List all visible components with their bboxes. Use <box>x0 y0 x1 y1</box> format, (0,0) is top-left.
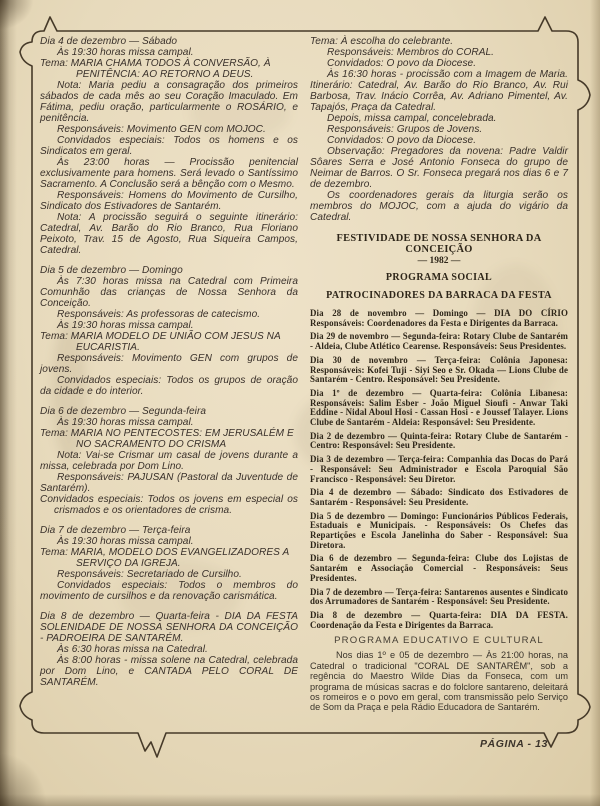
programa-educativo-section <box>310 635 568 712</box>
paragraph: Nota: Vai-se Crismar um casal de jovens durante a missa, celebrada por Dom Lino. <box>40 450 298 472</box>
paragraph: Convidados especiais: Todos os homens e os Sindicatos em geral. <box>40 135 298 157</box>
scan-edge-shadow-left <box>0 0 17 806</box>
paragraph: Dia 4 de dezembro — Sábado <box>40 36 178 47</box>
paragraph: Às 19:30 horas missa campal. <box>57 320 194 331</box>
paragraph: Convidados especiais: Todos os grupos de oração da cidade e do interior. <box>40 375 298 397</box>
schedule-entry: Dia 29 de novembro — Segunda-feira: Rotary Clube de Santarém - Aldeia, Clube Atlético Cearense. Responsáveis: Seus Presidentes. <box>310 331 568 352</box>
paragraph: Responsáveis: Movimento GEN com MOJOC. <box>57 124 266 135</box>
paragraph: Às 19:30 horas missa campal. <box>57 536 194 547</box>
paragraph: Depois, missa campal, concelebrada. <box>327 113 497 124</box>
paragraph: Observação: Pregadores da novena: Padre Valdir Sôares Serra e José Antonio Fonseca do grupo de Neimar de Barros. O Sr. Fonseca pregará nos dias 6 e 7 de dezembro. <box>310 146 568 190</box>
patrocinadores-heading: PATROCINADORES DA BARRACA DA FESTA <box>326 290 552 301</box>
schedule-entry: Dia 8 de dezembro — Quarta-feira: DIA DA FESTA. Coordenação da Festa e Dirigentes da Barraca. <box>310 609 568 630</box>
paragraph: Às 7:30 horas missa na Catedral com Primeira Comunhão das crianças de Nossa Senhora da Conceição. <box>40 276 298 309</box>
paragraph: Convidados especiais: Todos o membros do movimento de cursilhos e da renovação carismática. <box>40 580 298 602</box>
paragraph: Tema: MARIA NO PENTECOSTES: EM JERUSALÉM E NO SACRAMENTO DO CRISMA <box>40 428 294 450</box>
paragraph: Dia 8 de dezembro — Quarta-feira - DIA DA FESTA SOLENIDADE DE NOSSA SENHORA DA CONCEIÇÃO - PADROEIRA DE SANTARÉM. <box>40 611 298 644</box>
paragraph: Convidados: O povo da Diocese. <box>327 135 477 146</box>
programa-educativo-heading: PROGRAMA EDUCATIVO E CULTURAL <box>334 635 544 647</box>
paragraph: Tema: MARIA CHAMA TODOS À CONVERSÃO, À PENITÊNCIA: AO RETORNO A DEUS. <box>40 58 271 80</box>
paragraph: Às 8:00 horas - missa solene na Catedral, celebrada por Dom Lino, e CANTADA PELO CORAL DE SANTARÉM. <box>40 655 298 688</box>
paragraph: Responsáveis: Grupos de Jovens. <box>327 124 483 135</box>
schedule-entry: Dia 7 de dezembro — Terça-feira: Santarenos ausentes e Sindicato dos Arrumadores de Santarém - Responsável: Seu Presidente. <box>310 586 568 607</box>
paragraph: Dia 7 de dezembro — Terça-feira <box>40 525 191 536</box>
scan-corner-shadow-bottom-left <box>0 754 46 806</box>
paragraph: Responsáveis: Membros do CORAL. <box>327 47 495 58</box>
schedule-entry: Dia 4 de dezembro — Sábado: Sindicato dos Estivadores de Santarém - Responsável: Seu Presidente. <box>310 487 568 507</box>
paragraph: Convidados: O povo da Diocese. <box>327 58 477 69</box>
paragraph: Responsáveis: Movimento GEN com grupos de jovens. <box>40 353 298 375</box>
celebration-continuation <box>310 36 568 223</box>
paragraph: Às 16:30 horas - procissão com a Imagem de Maria. Itinerário: Catedral, Av. Barão do Rio Branco, Av. Rui Barbosa, Trav. Inácio Corrêa, Av. Adriano Pimentel, Av. Tapajós, Praça da Catedral. <box>310 69 568 113</box>
programa-social-heading: PROGRAMA SOCIAL <box>385 272 493 283</box>
sponsor-schedule <box>310 309 568 630</box>
scan-edge-shadow-right <box>590 0 600 806</box>
schedule-entry: Dia 1º de dezembro — Quarta-feira: Colônia Libanesa: Responsáveis: Salim Esber - João Miguel Sioufi - Anwar Taki Eddine - Nidal Aboul Hosi - Cassan Hosi - e Joussef Talayer. Lions Clube de Santarém - Aldeia: Responsável: Seu Presidente. <box>310 387 568 428</box>
paragraph: Responsáveis: Secretariado de Cursilho. <box>57 569 242 580</box>
paragraph: Nota: A procissão seguirá o seguinte itinerário: Catedral, Av. Barão do Rio Branco, Rua Floriano Peixoto, Trav. 15 de Agosto, Rua Siqueira Campos, Catedral. <box>40 212 298 256</box>
paragraph: Tema: MARIA MODELO DE UNIÃO COM JESUS NA EUCARISTIA. <box>40 331 281 353</box>
paragraph: Às 19:30 horas missa campal. <box>57 47 194 58</box>
paragraph: Às 19:30 horas missa campal. <box>57 417 194 428</box>
schedule-entry: Dia 6 de dezembro — Segunda-feira: Clube dos Lojistas de Santarém e Associação Comercial - Responsáveis: Seus Presidentes. <box>310 553 568 583</box>
paragraph: Responsáveis: Homens do Movimento de Cursilho, Sindicato dos Estivadores de Santarém. <box>40 190 298 212</box>
festividade-year: — 1982 — <box>417 256 461 266</box>
paragraph: Nota: Maria pediu a consagração dos primeiros sábados de cada mês ao seu Coração Imaculado. Em Fátima, pediu oração, particularmente o ROSÁRIO, e penitência. <box>40 80 298 124</box>
paragraph: Tema: À escolha do celebrante. <box>310 36 454 47</box>
paragraph: Dia 6 de dezembro — Segunda-feira <box>40 406 207 417</box>
festividade-section <box>310 233 568 630</box>
paragraph: Às 23:00 horas — Procissão penitencial exclusivamente para homens. Será levado o Santíssimo Sacramento. A Conclusão será a bênção com o Mesmo. <box>40 157 298 190</box>
left-column <box>40 36 298 713</box>
festividade-title: FESTIVIDADE DE NOSSA SENHORA DA CONCEIÇÃO <box>336 233 542 255</box>
scan-edge-shadow-bottom <box>0 794 600 806</box>
paragraph: Os coordenadores gerais da liturgia serão os membros do MOJOC, com a ajuda do vigário da Catedral. <box>310 190 568 223</box>
paragraph: Dia 5 de dezembro — Domingo <box>40 265 183 276</box>
paragraph: Responsáveis: PAJUSAN (Pastoral da Juventude de Santarém). <box>40 472 298 494</box>
scan-corner-shadow-top-left <box>0 0 34 30</box>
page-content <box>40 36 568 713</box>
schedule-entry: Dia 2 de dezembro — Quinta-feira: Rotary Clube de Santarém - Centro: Responsável: Seu Presidente. <box>310 430 568 451</box>
paragraph: Às 6:30 horas missa na Catedral. <box>57 644 208 655</box>
paragraph: Responsáveis: As professoras de catecismo. <box>57 309 261 320</box>
paragraph: Tema: MARIA, MODELO DOS EVANGELIZADORES A SERVIÇO DA IGREJA. <box>40 547 289 569</box>
schedule-entry: Dia 5 de dezembro — Domingo: Funcionários Públicos Federais, Estaduais e Municipais. - Responsáveis: Os Chefes das Repartições e Escola Janelinha do Saber - Responsável: Sua Diretora. <box>310 510 568 550</box>
paragraph: Convidados especiais: Todos os jovens em especial os crismados e os orientadores de crisma. <box>40 494 298 516</box>
schedule-entry: Dia 28 de novembro — Domingo — DIA DO CÍRIO Responsáveis: Coordenadores da Festa e Dirigentes da Barraca. <box>310 308 568 328</box>
right-column <box>310 36 568 713</box>
page-number: PÁGINA - 13 <box>479 738 548 750</box>
schedule-entry: Dia 3 de dezembro — Terça-feira: Companhia das Docas do Pará - Responsável: Seu Administrador e Escola Paroquial São Francisco - Responsável: Seu Diretor. <box>310 454 568 484</box>
programa-educativo-text: Nos dias 1º e 05 de dezembro — Às 21:00 horas, na Catedral o tradicional "CORAL DE SANTARÉM", sob a regência do Maestro Wilde Dias da Fonseca, com um programa de músicas sacras e do folclore santareno, deleitará os romeiros e o povo em geral, com transmissão pelo Serviço de Som da Praça e pela Rádio Educadora de Santarém. <box>310 650 568 713</box>
schedule-entry: Dia 30 de novembro — Terça-feira: Colônia Japonesa: Responsáveis: Kofei Tuji - Siyi Seo e Sr. Okada — Lions Clube de Santarém - Centro. Responsável: Seu Presidente. <box>310 354 568 385</box>
